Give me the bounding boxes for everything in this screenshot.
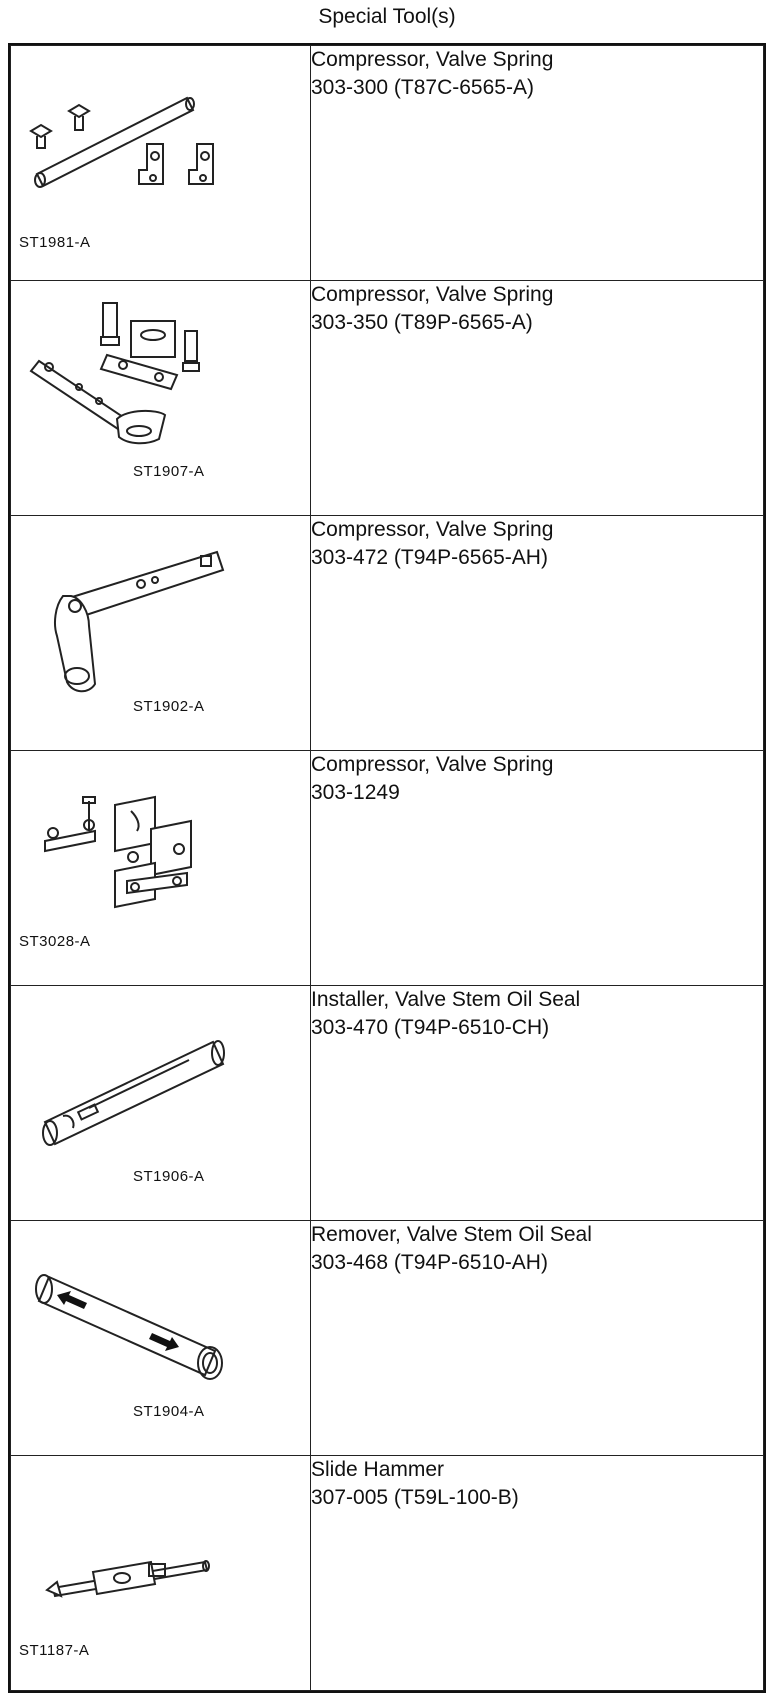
tool-code: ST1906-A bbox=[133, 1168, 205, 1185]
valve-spring-compressor-arm-icon bbox=[19, 526, 299, 716]
tool-illustration-cell bbox=[11, 986, 311, 1221]
table-row bbox=[11, 516, 764, 751]
tool-code: ST3028-A bbox=[19, 933, 91, 950]
table-row bbox=[11, 986, 764, 1221]
tool-illustration-cell bbox=[11, 1221, 311, 1456]
table-row bbox=[11, 281, 764, 516]
tool-name: Compressor, Valve Spring bbox=[311, 518, 554, 541]
tool-description-cell bbox=[311, 1221, 764, 1456]
tool-name: Compressor, Valve Spring bbox=[311, 283, 554, 306]
tool-description-cell bbox=[311, 1456, 764, 1691]
tool-code: ST1904-A bbox=[133, 1403, 205, 1420]
tool-number: 303-1249 bbox=[311, 781, 400, 804]
slide-hammer-icon bbox=[19, 1466, 299, 1656]
tool-illustration-cell bbox=[11, 1456, 311, 1691]
tool-name: Installer, Valve Stem Oil Seal bbox=[311, 988, 581, 1011]
tool-code: ST1981-A bbox=[19, 234, 91, 251]
tool-description-cell bbox=[311, 751, 764, 986]
oil-seal-remover-icon bbox=[19, 1231, 299, 1421]
table-row bbox=[11, 1221, 764, 1456]
page-title: Special Tool(s) bbox=[318, 5, 456, 28]
tool-number: 303-472 (T94P-6565-AH) bbox=[311, 546, 548, 569]
tool-number: 303-470 (T94P-6510-CH) bbox=[311, 1016, 550, 1039]
oil-seal-installer-icon bbox=[19, 996, 299, 1186]
tool-description-cell bbox=[311, 516, 764, 751]
tool-code: ST1907-A bbox=[133, 463, 205, 480]
tool-code: ST1902-A bbox=[133, 698, 205, 715]
tool-name: Remover, Valve Stem Oil Seal bbox=[311, 1223, 592, 1246]
tool-description-cell bbox=[311, 281, 764, 516]
tool-illustration-cell bbox=[11, 516, 311, 751]
valve-spring-compressor-brackets-icon bbox=[19, 761, 299, 951]
table-row bbox=[11, 1456, 764, 1691]
valve-spring-compressor-bar-icon bbox=[19, 56, 299, 246]
table-row bbox=[11, 46, 764, 281]
tool-number: 307-005 (T59L-100-B) bbox=[311, 1486, 519, 1509]
tool-name: Compressor, Valve Spring bbox=[311, 753, 554, 776]
table-row bbox=[11, 751, 764, 986]
tool-illustration-cell bbox=[11, 281, 311, 516]
tool-illustration-cell bbox=[11, 46, 311, 281]
tool-number: 303-350 (T89P-6565-A) bbox=[311, 311, 533, 334]
tool-description-cell bbox=[311, 986, 764, 1221]
special-tools-table bbox=[10, 45, 764, 1691]
tool-code: ST1187-A bbox=[19, 1642, 90, 1659]
tool-description-cell bbox=[311, 46, 764, 281]
tool-number: 303-468 (T94P-6510-AH) bbox=[311, 1251, 548, 1274]
valve-spring-compressor-lever-icon bbox=[19, 291, 299, 481]
tool-number: 303-300 (T87C-6565-A) bbox=[311, 76, 534, 99]
tool-illustration-cell bbox=[11, 751, 311, 986]
tool-name: Slide Hammer bbox=[311, 1458, 445, 1481]
tool-name: Compressor, Valve Spring bbox=[311, 48, 554, 71]
